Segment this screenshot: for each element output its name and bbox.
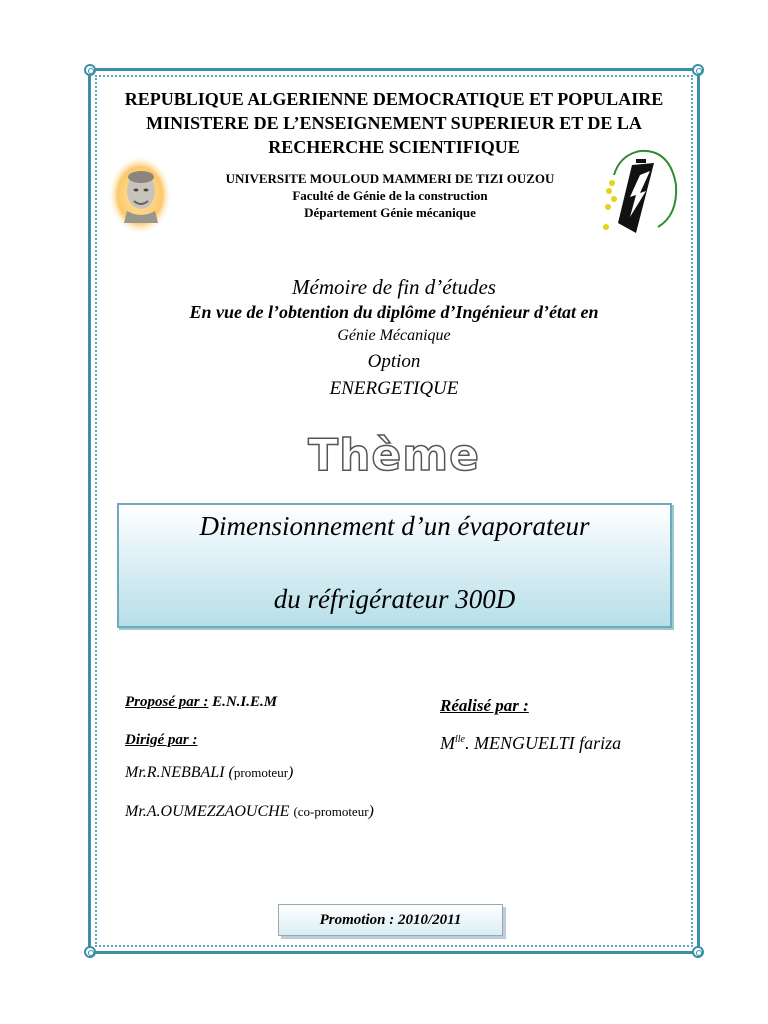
co-promoteur-line <box>125 803 374 821</box>
promoteur-name: Mr.R.NEBBALI ( <box>125 764 234 781</box>
promotion-value: : 2010/2011 <box>385 912 462 928</box>
proposed-by-label: Proposé par : <box>125 694 209 710</box>
proposed-by <box>125 694 277 711</box>
directed-by-label: Dirigé par : <box>125 732 198 748</box>
university-portrait-logo <box>108 155 172 235</box>
student-prefix: M <box>440 733 455 753</box>
memoire-option-value: ENERGETIQUE <box>329 378 459 399</box>
promotion-label: Promotion <box>319 912 386 928</box>
corner-ornament-top-left <box>84 64 96 76</box>
corner-ornament-top-right <box>692 64 704 76</box>
ministry-heading: MINISTERE DE L’ENSEIGNEMENT SUPERIEUR ET DE LA <box>146 113 642 133</box>
student-name-line <box>440 733 621 754</box>
memoire-field: Génie Mécanique <box>337 327 451 344</box>
republic-heading: REPUBLIQUE ALGERIENNE DEMOCRATIQUE ET POPULAIRE <box>124 89 664 109</box>
co-promoteur-name: Mr.A.OUMEZZAOUCHE <box>125 803 294 820</box>
theme-title-line1: Dimensionnement d’un évaporateur <box>199 511 590 541</box>
co-promoteur-close: ) <box>368 803 374 820</box>
directed-by <box>125 732 198 749</box>
co-promoteur-role: (co-promoteur <box>293 804 369 819</box>
memoire-option-label: Option <box>367 351 421 372</box>
student-name: . MENGUELTI fariza <box>465 733 622 753</box>
promoteur-role: promoteur <box>233 765 289 780</box>
memoire-title: Mémoire de fin d’études <box>292 275 496 299</box>
university-name: UNIVERSITE MOULOUD MAMMERI DE TIZI OUZOU <box>225 171 555 186</box>
university-emblem-logo <box>600 145 680 240</box>
theme-title-box <box>117 503 672 628</box>
student-title-sup: lle <box>455 734 465 745</box>
department-name: Département Génie mécanique <box>304 205 476 220</box>
proposed-by-value: E.N.I.E.M <box>208 694 278 710</box>
theme-heading: Thème <box>308 430 480 481</box>
theme-title-line2: du réfrigérateur 300D <box>273 584 516 614</box>
realized-by-label: Réalisé par : <box>440 696 529 715</box>
memoire-purpose: En vue de l’obtention du diplôme d’Ingénieur d’état en <box>189 302 599 322</box>
corner-ornament-bottom-right <box>692 946 704 958</box>
promotion-box <box>278 904 503 936</box>
corner-ornament-bottom-left <box>84 946 96 958</box>
promoteur-line <box>125 764 293 782</box>
realized-by <box>440 696 529 716</box>
promoteur-close: ) <box>288 764 294 781</box>
ministry-heading-cont: RECHERCHE SCIENTIFIQUE <box>268 137 520 157</box>
faculty-name: Faculté de Génie de la construction <box>292 188 488 203</box>
